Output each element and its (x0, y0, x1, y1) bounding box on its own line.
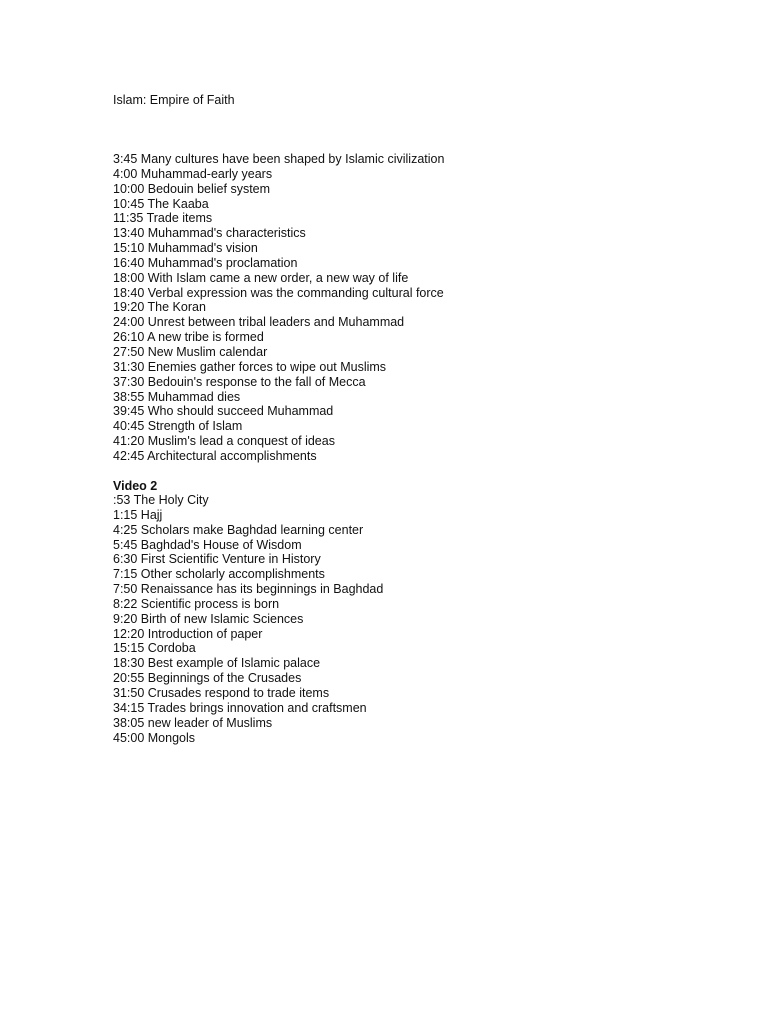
list-item: 1:15 Hajj (113, 507, 163, 522)
list-item: 15:10 Muhammad's vision (113, 241, 258, 256)
list-item: 4:25 Scholars make Baghdad learning center (113, 522, 364, 537)
list-item: 18:40 Verbal expression was the commanding cultural force (113, 285, 444, 300)
list-item: 16:40 Muhammad's proclamation (113, 255, 298, 270)
video1-entry-list (113, 152, 444, 464)
list-item: 15:15 Cordoba (113, 641, 196, 656)
list-item: 6:30 First Scientific Venture in History (113, 552, 321, 567)
list-item: 42:45 Architectural accomplishments (113, 448, 317, 463)
list-item: 18:30 Best example of Islamic palace (113, 656, 321, 671)
list-item: 11:35 Trade items (113, 211, 213, 226)
list-item: 3:45 Many cultures have been shaped by Islamic civilization (113, 152, 445, 166)
list-item: 24:00 Unrest between tribal leaders and Muhammad (113, 315, 405, 330)
list-item: 10:45 The Kaaba (113, 196, 209, 211)
list-item: 18:00 With Islam came a new order, a new way of life (113, 270, 409, 285)
list-item: :53 The Holy City (113, 493, 209, 507)
list-item: 40:45 Strength of Islam (113, 419, 243, 434)
list-item: 4:00 Muhammad-early years (113, 166, 273, 181)
list-item: 31:30 Enemies gather forces to wipe out Muslims (113, 359, 387, 374)
list-item: 27:50 New Muslim calendar (113, 344, 268, 359)
list-item: 19:20 The Koran (113, 300, 206, 315)
list-item: 38:05 new leader of Muslims (113, 715, 273, 730)
list-item: 9:20 Birth of new Islamic Sciences (113, 611, 304, 626)
list-item: 45:00 Mongols (113, 730, 196, 745)
list-item: 7:15 Other scholarly accomplishments (113, 567, 325, 582)
video2-heading: Video 2 (113, 479, 158, 493)
list-item: 8:22 Scientific process is born (113, 596, 280, 611)
list-item: 13:40 Muhammad's characteristics (113, 226, 306, 241)
list-item: 26:10 A new tribe is formed (113, 330, 264, 345)
list-item: 34:15 Trades brings innovation and craftsmen (113, 700, 367, 715)
list-item: 39:45 Who should succeed Muhammad (113, 404, 334, 419)
list-item: 41:20 Muslim's lead a conquest of ideas (113, 434, 335, 449)
list-item: 10:00 Bedouin belief system (113, 181, 271, 196)
list-item: 31:50 Crusades respond to trade items (113, 685, 330, 700)
list-item: 20:55 Beginnings of the Crusades (113, 671, 302, 686)
list-item: 7:50 Renaissance has its beginnings in Baghdad (113, 582, 384, 597)
video2-entry-list (113, 493, 383, 745)
list-item: 12:20 Introduction of paper (113, 626, 263, 641)
document-title: Islam: Empire of Faith (113, 93, 235, 107)
list-item: 37:30 Bedouin's response to the fall of Mecca (113, 374, 366, 389)
list-item: 5:45 Baghdad's House of Wisdom (113, 537, 302, 552)
list-item: 38:55 Muhammad dies (113, 389, 241, 404)
